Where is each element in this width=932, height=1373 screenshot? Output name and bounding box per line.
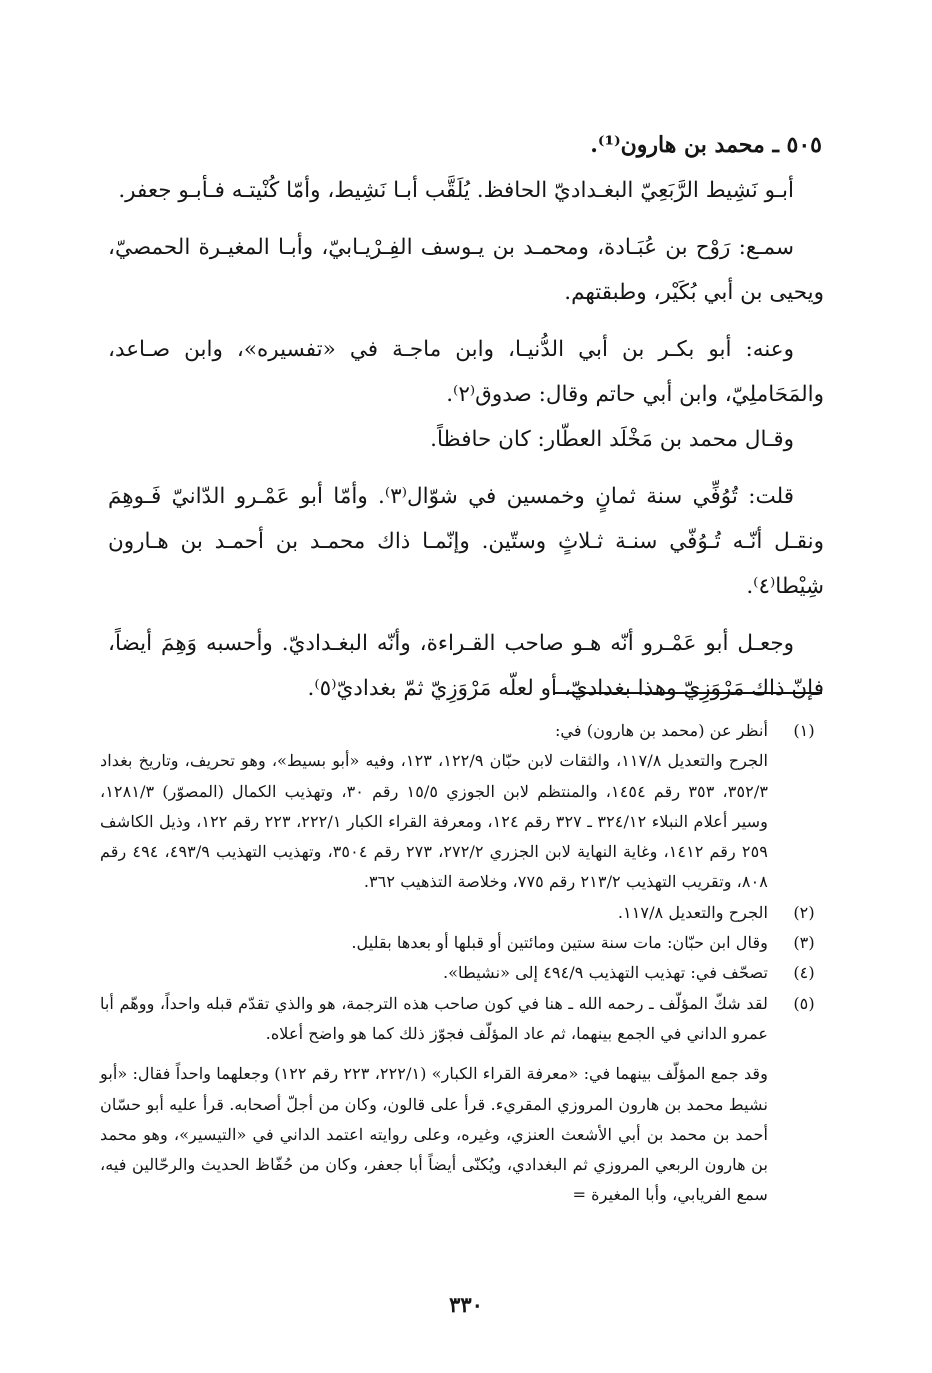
main-text	[108, 168, 824, 723]
paragraph-quote: وقـال محمد بن مَخْلَد العطّار: كان حافظاً.	[430, 427, 794, 452]
footnote-continuation: وقد جمع المؤلّف بينهما في: «معرفة القراء الكبار» (٢٢٢/١، ٢٢٣ رقم ١٢٢) وجعلهما واحداً فقال: «أبو نشيط محمد بن هارون المروزي المقريء. قرأ على قالون، وكان من أجلّ أصحابه. قرأ عليه أبو حسّان أحمد بن محمد بن أبي الأشعث العنزي، وغيره، وعلى روايته اعتمد الداني في «التيسير»، وهو محمد بن هارون الربعي المروزي ثم البغدادي، ويُكنّى أيضاً أبا جعفر، وكان من حُفّاظ الحديث والرحّالين فيه، سمع الفريابي، وأبا المغيرة =	[100, 1064, 768, 1205]
footnote-text: لقد شكّ المؤلّف ـ رحمه الله ـ هنا في كون صاحب هذه الترجمة، هو والذي تقدّم قبله واحداً، ووهّم أبا عمرو الداني في الجمع بينهما، ثم عاد المؤلّف فجوّز ذلك كما هو واضح أعلاه.	[100, 993, 768, 1043]
footnote-4	[100, 958, 824, 988]
footnote-number: (٢)	[793, 902, 815, 922]
page-number: ٣٣٠	[449, 1292, 483, 1317]
footnote-2	[100, 898, 824, 928]
footnote-number: (١)	[793, 721, 815, 740]
footnote-text: وقال ابن حبّان: مات سنة ستين ومائتين أو قبلها أو بعدها بقليل.	[351, 933, 768, 953]
entry-title: ٥٠٥ ـ محمد بن هارون⁽¹⁾.	[590, 132, 822, 158]
footnote-number: (٣)	[793, 933, 815, 953]
footnotes	[100, 716, 824, 1211]
footnote-text: تصحّف في: تهذيب التهذيب ٤٩٤/٩ إلى «نشيطا».	[442, 963, 768, 983]
footnote-5	[100, 989, 824, 1050]
paragraph-name: أبـو نَشِيط الرَّبَعِيّ البغـداديّ الحافظ. يُلَقَّب أبـا نَشِيط، وأمّا كُنْيتـه فـأبـو جعفر.	[118, 178, 794, 203]
paragraph-teachers: سمـع: رَوْح بن عُبَـادة، ومحمـد بن يـوسف الفِـرْيـابيّ، وأبـا المغيـرة الحمصيّ، ويحيى بن أبي بُكَيْر، وطبقتهم.	[108, 235, 824, 305]
footnote-text: أنظر عن (محمد بن هارون) في:	[554, 721, 768, 740]
footnote-text: الجرح والتعديل ١١٧/٨، والثقات لابن حبّان ١٢٢/٩، ١٢٣، وفيه «أبو بسيط»، وهو تحريف، وتاريخ بغداد ٣٥٢/٣، ٣٥٣ رقم ١٤٥٤، والمنتظم لابن الجوزي ١٥/٥ رقم ٣٠، وتهذيب الكمال (المصوّر) ١٢٨١/٣، وسير أعلام النبلاء ٣٢٤/١٢ ـ ٣٢٧ رقم ١٢٤، ومعرفة القراء الكبار ٢٢٢/١، ٢٢٣ رقم ١٢٢، وذيل الكاشف ٢٥٩ رقم ١٤١٢، وغاية النهاية لابن الجزري ٢٧٢/٢، ٢٧٣ رقم ٣٥٠٤، وتهذيب التهذيب ٤٩٣/٩، ٤٩٤ رقم ٨٠٨، وتقريب التهذيب ٢١٣/٢ رقم ٧٧٥، وخلاصة التذهيب ٣٦٢.	[100, 751, 769, 892]
footnote-text: الجرح والتعديل ١١٧/٨.	[617, 902, 768, 922]
paragraph-students: وعنه: أبو بكـر بن أبي الدُّنيـا، وابن ماجـة في «تفسيره»، وابن صـاعد، والمَحَاملِيّ، وابن أبي حاتم وقال: صدوق⁽٢⁾.	[108, 337, 824, 407]
footnote-3	[100, 928, 824, 958]
paragraph-note: وجعـل أبو عَمْـرو أنّه هـو صاحب القـراءة، وأنّه البغـداديّ. وأحسبه وَهِمَ أيضاً، فإنّ ذاك مَرْوَزِيّ وهذا بغداديّ، أو لعلّه مَرْوَزِيّ ثمّ بغداديّ⁽٥⁾.	[108, 631, 824, 701]
footnote-1	[100, 716, 824, 898]
paragraph-death: قلت: تُوُفِّي سنة ثمانٍ وخمسين في شوّال⁽٣⁾. وأمّا أبو عَمْـرو الدّانيّ فَـوهِمَ ونقـل أنّـه تُـوُفّي سنـة ثـلاثٍ وستّين. وإنّمـا ذاك محمـد بن أحمـد بن هـارون شِيْطا⁽٤⁾.	[108, 484, 824, 599]
footnote-separator	[554, 692, 822, 694]
footnote-number: (٤)	[793, 963, 815, 983]
footnote-number: (٥)	[793, 993, 815, 1013]
